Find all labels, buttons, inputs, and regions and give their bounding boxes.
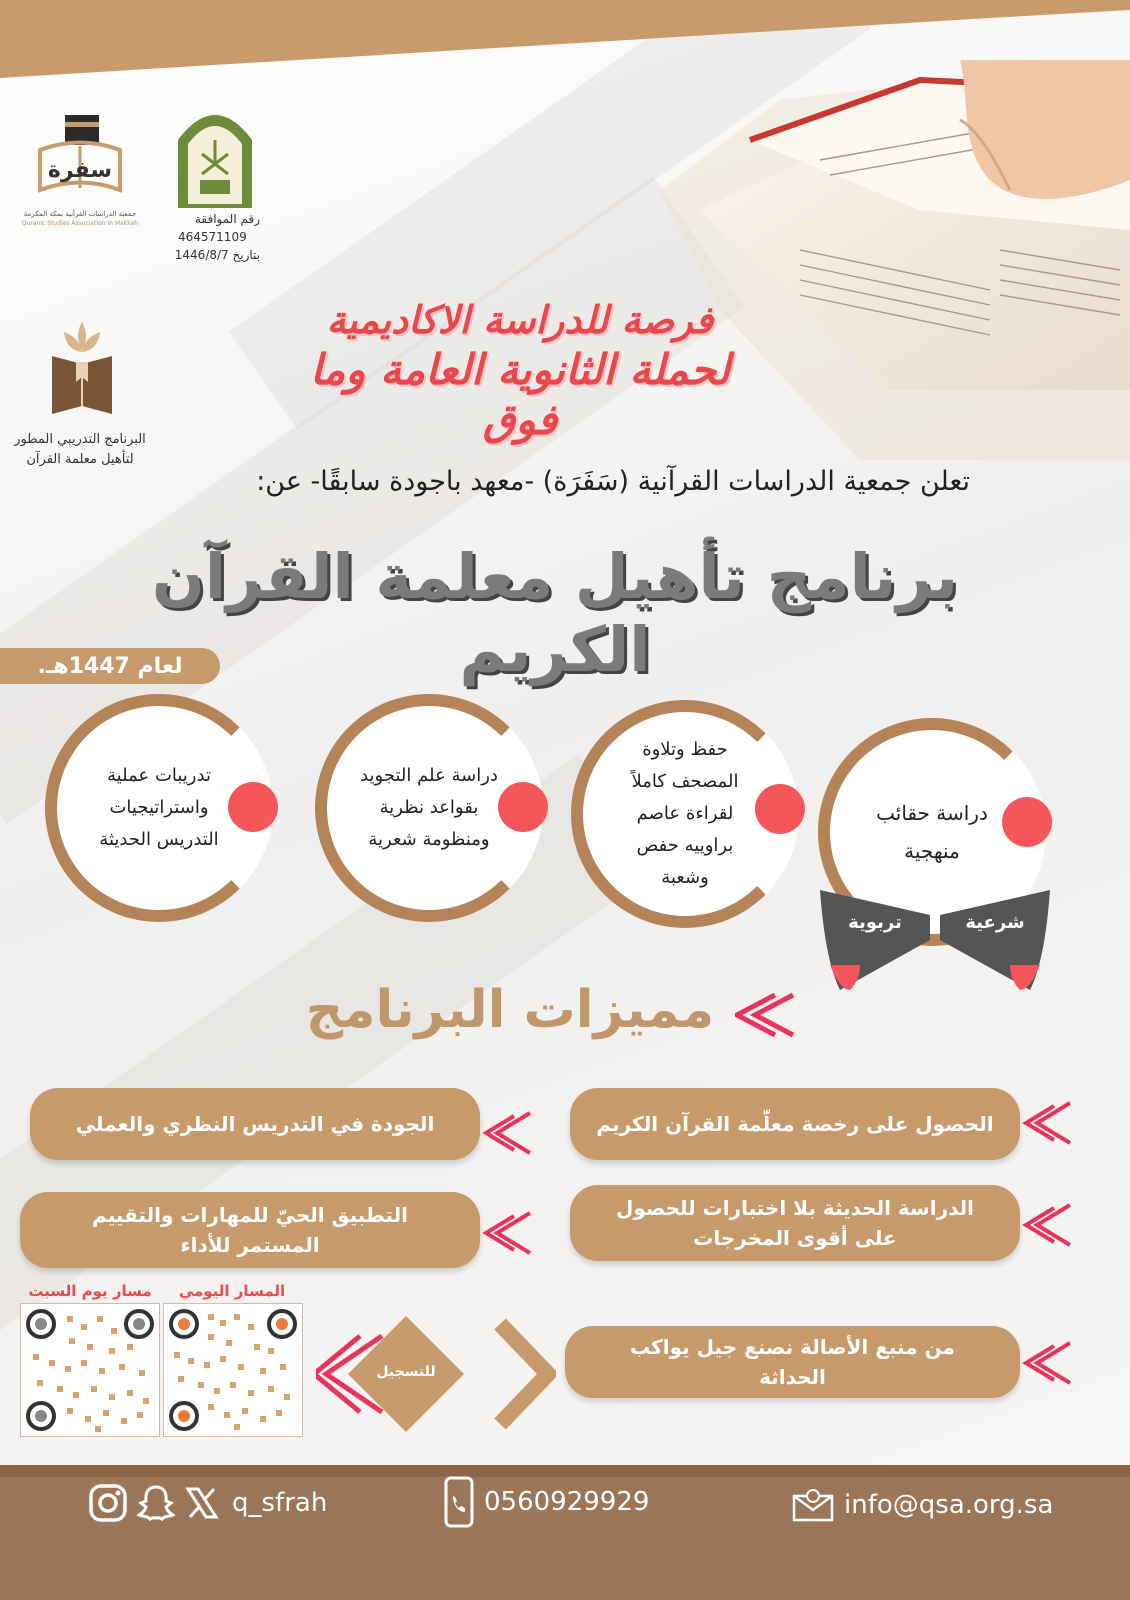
footer-social xyxy=(88,1483,327,1523)
qr-code-icon xyxy=(164,1304,302,1436)
bowtie-right-label: شرعية xyxy=(965,912,1025,933)
phone-icon xyxy=(444,1476,474,1528)
qr-daily-label: المسار اليومي xyxy=(178,1282,286,1300)
email-icon xyxy=(792,1488,834,1522)
headline-line1: فرصة للدراسة الاكاديمية xyxy=(326,297,714,342)
qr-daily[interactable] xyxy=(163,1303,303,1437)
announcement: تعلن جمعية الدراسات القرآنية (سَفَرَة) -معهد باجودة سابقًا- عن: xyxy=(256,466,970,497)
qr-saturday-label: مسار يوم السبت xyxy=(28,1282,152,1300)
safra-logo xyxy=(20,110,140,228)
circle-3-dot xyxy=(498,782,548,832)
footer-email xyxy=(792,1488,1053,1522)
approval-label: رقم الموافقة xyxy=(194,212,260,226)
approval-info xyxy=(160,210,260,264)
book-lotus-icon xyxy=(50,322,114,418)
headline-line2: لحملة الثانوية العامة وما فوق xyxy=(309,345,731,444)
circle-4-text: تدريبات عملية واستراتيجيات التدريس الحديثة xyxy=(99,765,219,850)
feature-5: من منبع الأصالة نصنع جيل يواكب الحداثة xyxy=(565,1326,1020,1398)
chevrons-icon xyxy=(482,1208,532,1258)
social-handle[interactable]: q_sfrah xyxy=(232,1488,328,1518)
approval-number: 464571109 xyxy=(178,230,247,244)
feature-2: الجودة في التدريس النظري والعملي xyxy=(30,1088,480,1160)
program-logo-line2: لتأهيل معلمة القرآن xyxy=(26,452,134,467)
circle-4-dot xyxy=(228,782,278,832)
chevrons-icon xyxy=(1022,1338,1072,1388)
chevrons-icon xyxy=(1022,1098,1072,1148)
circle-1-text: دراسة حقائب منهجية xyxy=(876,801,988,863)
circle-2-dot xyxy=(755,784,805,834)
snapchat-icon[interactable] xyxy=(136,1483,176,1523)
qr-code-icon xyxy=(21,1304,159,1436)
main-title: برنامج تأهيل معلمة القرآن الكريم xyxy=(151,540,959,686)
register-button[interactable]: للتسجيل xyxy=(376,1364,436,1380)
chevrons-icon xyxy=(1022,1200,1072,1250)
phone-number[interactable]: 0560929929 xyxy=(484,1487,650,1517)
feature-3: الدراسة الحديثة بلا اختبارات للحصول على أقوى المخرجات xyxy=(570,1185,1020,1261)
circle-1-dot xyxy=(1002,797,1052,847)
ministry-emblem-icon xyxy=(172,100,258,208)
feature-1: الحصول على رخصة معلّمة القرآن الكريم xyxy=(570,1088,1020,1160)
safra-sub-ar: جمعية الدراسات القرآنية بمكة المكرمة xyxy=(23,210,137,218)
safra-name: سفرة xyxy=(47,158,113,183)
chevrons-icon xyxy=(735,990,795,1040)
footer-phone xyxy=(444,1476,649,1528)
email-address[interactable]: info@qsa.org.sa xyxy=(844,1490,1054,1520)
features-title: مميزات البرنامج xyxy=(305,980,715,1040)
program-logo-text xyxy=(10,430,150,470)
year-pill: لعام 1447هـ. xyxy=(0,648,220,684)
instagram-icon[interactable] xyxy=(88,1483,128,1523)
program-logo-line1: البرنامج التدريبي المطور xyxy=(14,432,146,447)
circle-3-text: دراسة علم التجويد بقواعد نظرية ومنظومة شعرية xyxy=(360,765,498,850)
circle-2-text: حفظ وتلاوة المصحف كاملاً لقراءة عاصم براوييه حفص وشعبة xyxy=(631,739,739,888)
x-icon[interactable] xyxy=(184,1485,220,1521)
headline xyxy=(300,295,740,445)
qr-saturday[interactable] xyxy=(20,1303,160,1437)
ministry-logo xyxy=(165,100,265,212)
bowtie xyxy=(820,880,1050,1000)
bowtie-left-label: تربوية xyxy=(848,912,902,933)
safra-sub-en: Quranic Studies Association in Makkah xyxy=(21,220,139,227)
program-logo xyxy=(50,322,120,422)
chevrons-icon xyxy=(482,1108,532,1158)
feature-4: التطبيق الحيّ للمهارات والتقييم المستمر للأداء xyxy=(20,1192,480,1268)
approval-date: بتاريخ 1446/8/7 xyxy=(174,248,260,262)
